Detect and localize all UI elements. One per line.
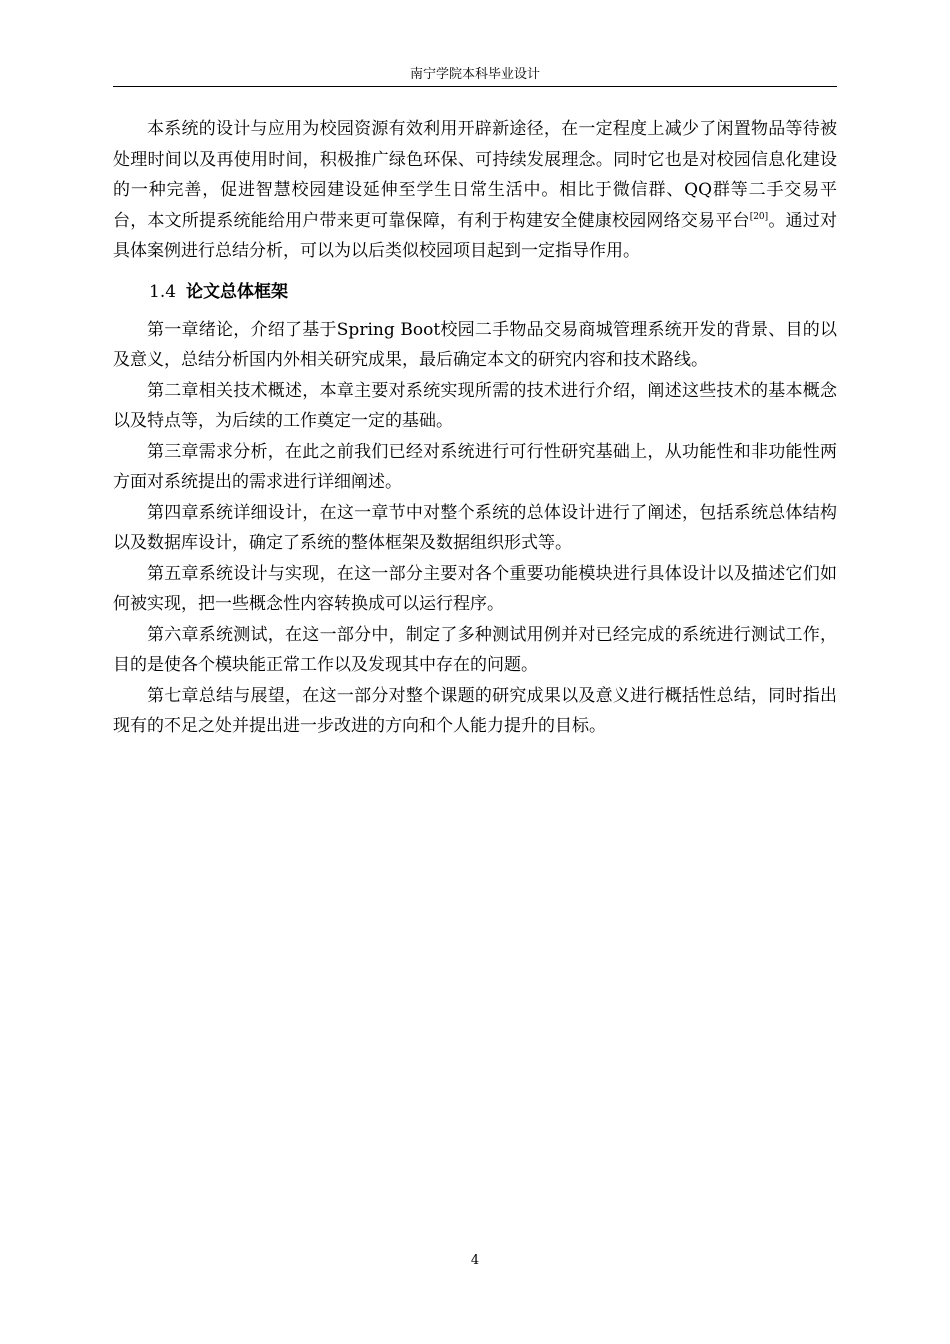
chapter-3-summary: 第三章需求分析，在此之前我们已经对系统进行可行性研究基础上，从功能性和非功能性两方面对系统提出的需求进行详细阐述。	[113, 441, 837, 492]
chapter-2-summary: 第二章相关技术概述，本章主要对系统实现所需的技术进行介绍，阐述这些技术的基本概念以及特点等，为后续的工作奠定一定的基础。	[113, 380, 837, 431]
intro-text-before-citation: 本系统的设计与应用为校园资源有效利用开辟新途径，在一定程度上减少了闲置物品等待被处理时间以及再使用时间，积极推广绿色环保、可持续发展理念。同时它也是对校园信息化建设的一种完善，促进智慧校园建设延伸至学生日常生活中。相比于微信群、QQ群等二手交易平台，本文所提系统能给用户带来更可靠保障，有利于构建安全健康校园网络交易平台	[113, 119, 837, 231]
intro-text-after-citation: 。通过对具体案例进行总结分析，可以为以后类似校园项目起到一定指导作用。	[113, 210, 838, 261]
section-heading	[113, 277, 837, 307]
citation-reference: [20]	[749, 211, 769, 222]
chapter-7-summary: 第七章总结与展望，在这一部分对整个课题的研究成果以及意义进行概括性总结，同时指出现有的不足之处并提出进一步改进的方向和个人能力提升的目标。	[113, 685, 837, 736]
document-body	[113, 114, 837, 742]
section-title: 论文总体框架	[186, 281, 289, 302]
chapter-5-summary: 第五章系统设计与实现，在这一部分主要对各个重要功能模块进行具体设计以及描述它们如何被实现，把一些概念性内容转换成可以运行程序。	[113, 563, 837, 614]
section-number: 1.4	[149, 281, 177, 302]
page-number: 4	[470, 1253, 480, 1268]
page-header: 南宁学院本科毕业设计	[409, 67, 540, 82]
chapter-6-summary: 第六章系统测试，在这一部分中，制定了多种测试用例并对已经完成的系统进行测试工作，目的是使各个模块能正常工作以及发现其中存在的问题。	[113, 624, 837, 675]
chapter-4-summary: 第四章系统详细设计，在这一章节中对整个系统的总体设计进行了阐述，包括系统总体结构以及数据库设计，确定了系统的整体框架及数据组织形式等。	[113, 502, 837, 553]
header-divider	[113, 86, 837, 87]
chapter-1-summary: 第一章绪论，介绍了基于Spring Boot校园二手物品交易商城管理系统开发的背景、目的以及意义，总结分析国内外相关研究成果，最后确定本文的研究内容和技术路线。	[113, 319, 837, 370]
intro-paragraph	[113, 114, 837, 267]
